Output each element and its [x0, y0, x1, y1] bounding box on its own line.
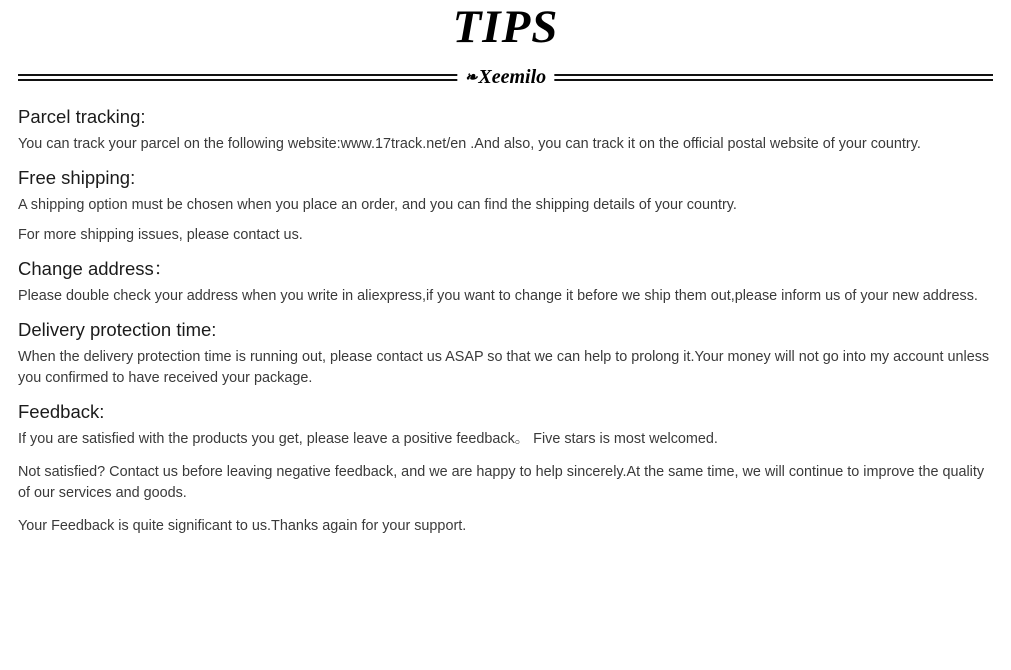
- section-paragraph: Your Feedback is quite significant to us.Thanks again for your support.: [18, 517, 467, 534]
- tips-content: [0, 91, 1011, 536]
- section-delivery-protection-time: [18, 318, 995, 389]
- section-heading: Free shipping:: [18, 167, 136, 188]
- section-heading: Delivery protection time:: [18, 318, 217, 340]
- flourish-icon: ❧: [464, 70, 478, 86]
- page-title: TIPS: [452, 1, 559, 53]
- section-paragraph: When the delivery protection time is running out, please contact us ASAP so that we can help to prolong it.Your money will not go into my account unless you confirmed to have received your package.: [18, 349, 990, 386]
- section-free-shipping: [18, 166, 995, 246]
- section-paragraph: You can track your parcel on the following website:www.17track.net/en .And also, you can track it on the official postal website of your country.: [18, 136, 921, 153]
- section-heading: Feedback:: [18, 400, 105, 422]
- brand-label: Xeemilo: [478, 66, 547, 88]
- section-heading: Parcel tracking:: [18, 106, 146, 127]
- section-paragraph: Not satisfied? Contact us before leaving negative feedback, and we are happy to help sincerely.At the same time, we will continue to improve the quality of our services and goods.: [18, 463, 985, 501]
- section-paragraph: If you are satisfied with the products you get, please leave a positive feedback。 Five stars is most welcomed.: [18, 430, 718, 447]
- brand-divider: [18, 65, 993, 91]
- section-paragraph: Please double check your address when you write in aliexpress,if you want to change it before we ship them out,please inform us of your new address.: [18, 288, 978, 304]
- section-heading: Change address：: [18, 257, 173, 279]
- section-parcel-tracking: [18, 105, 995, 155]
- section-paragraph: A shipping option must be chosen when you place an order, and you can find the shipping details of your country.: [18, 197, 737, 214]
- section-feedback: [18, 400, 995, 537]
- section-paragraph: For more shipping issues, please contact us.: [18, 227, 303, 243]
- brand-name: [457, 64, 554, 91]
- section-change-address: [18, 257, 995, 307]
